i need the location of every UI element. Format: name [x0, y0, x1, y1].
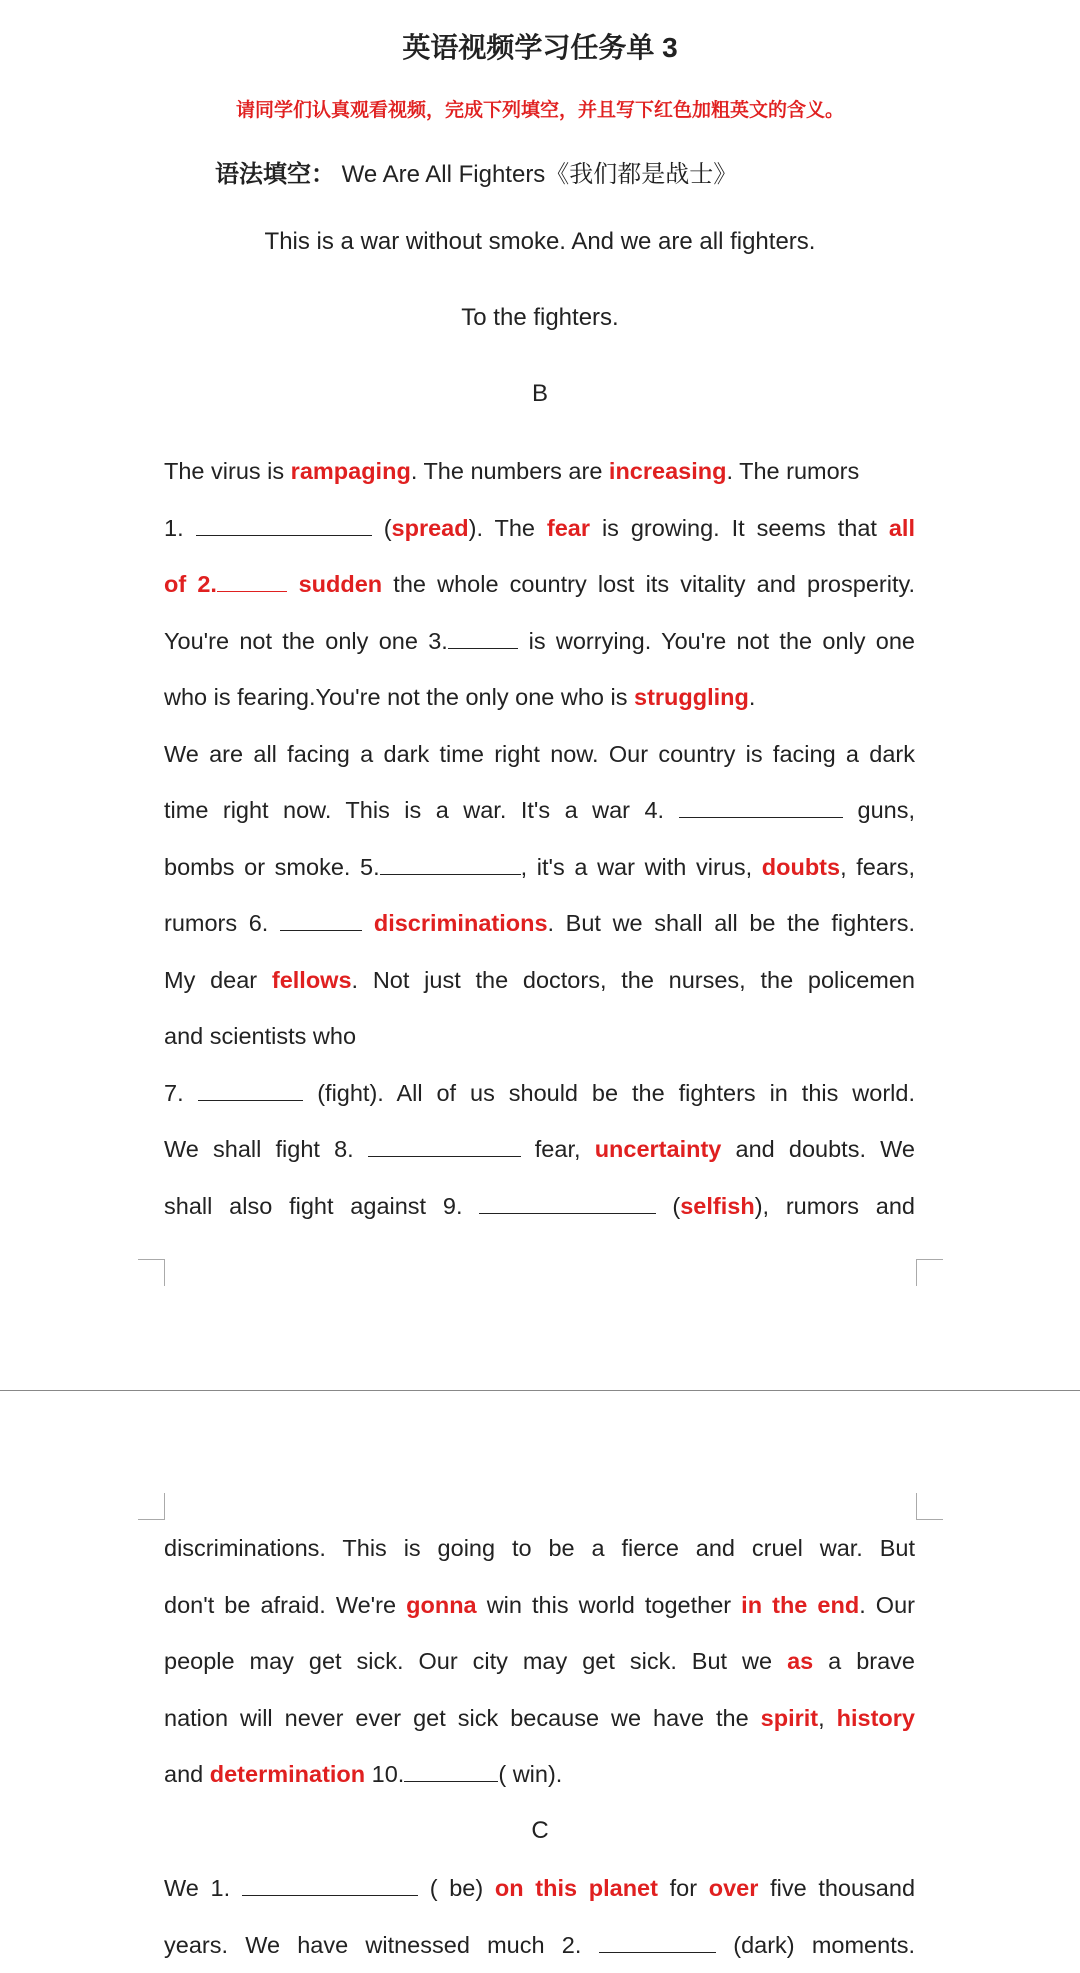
fill-in-blank[interactable]: [380, 852, 521, 874]
key-term: rampaging: [291, 458, 411, 484]
text-segment: who is fearing.You're not the only one who is: [164, 684, 634, 710]
text-line: [164, 1178, 915, 1235]
text-segment: rumors 6.: [164, 910, 280, 936]
text-segment: (: [656, 1193, 681, 1219]
key-term: fellows: [272, 967, 352, 993]
section-c-paragraph: [164, 1860, 915, 1973]
key-term: sudden: [299, 571, 383, 597]
fill-in-blank[interactable]: [479, 1191, 655, 1213]
text-segment: is worrying. You're not the only one: [518, 628, 915, 654]
text-segment: 10.: [365, 1761, 404, 1787]
text-segment: guns,: [843, 797, 915, 823]
section-b-label: B: [0, 380, 1080, 408]
text-line: [164, 726, 915, 783]
text-segment: The virus is: [164, 458, 291, 484]
text-segment: and doubts. We: [721, 1136, 915, 1162]
text-line: [164, 1065, 915, 1122]
section-b-continuation: [164, 1520, 915, 1803]
text-segment: (dark) moments.: [716, 1932, 915, 1958]
text-line: [164, 613, 915, 670]
text-segment: We are all facing a dark time right now. Our country is facing a dark: [164, 741, 915, 767]
text-segment: ( win).: [498, 1761, 562, 1787]
key-term: spread: [392, 515, 469, 541]
fill-in-blank[interactable]: [198, 1078, 304, 1100]
text-segment: , fears,: [840, 854, 915, 880]
key-term: increasing: [609, 458, 727, 484]
fill-in-blank[interactable]: [599, 1930, 717, 1952]
fill-in-blank[interactable]: [280, 909, 362, 931]
key-term: uncertainty: [595, 1136, 722, 1162]
text-line: [164, 1860, 915, 1917]
text-line: [164, 1917, 915, 1973]
text-segment: a brave: [813, 1648, 915, 1674]
key-term: all: [889, 515, 915, 541]
text-segment: .: [749, 684, 756, 710]
text-segment: and scientists who: [164, 1023, 356, 1049]
key-term: spirit: [761, 1705, 818, 1731]
fill-in-blank[interactable]: [679, 796, 844, 818]
text-segment: [362, 910, 374, 936]
fill-in-blank[interactable]: [242, 1874, 418, 1896]
text-segment: bombs or smoke. 5.: [164, 854, 380, 880]
text-segment: . The rumors: [726, 458, 859, 484]
text-segment: ( be): [418, 1875, 495, 1901]
text-line: [164, 1577, 915, 1634]
text-segment: (fight). All of us should be the fighters in this world.: [303, 1080, 915, 1106]
text-line: [164, 839, 915, 896]
key-term: over: [709, 1875, 759, 1901]
page-title: 英语视频学习任务单 3: [0, 26, 1080, 66]
fill-in-blank[interactable]: [448, 626, 519, 648]
text-line: [164, 1746, 915, 1803]
text-segment: . But we shall all be the fighters.: [548, 910, 915, 936]
text-segment: ), rumors and: [755, 1193, 915, 1219]
fill-in-blank[interactable]: [368, 1135, 521, 1157]
key-term: doubts: [762, 854, 840, 880]
text-segment: We shall fight 8.: [164, 1136, 368, 1162]
key-term: as: [787, 1648, 813, 1674]
text-segment: five thousand: [758, 1875, 915, 1901]
text-segment: . Our: [859, 1592, 915, 1618]
key-term: in the end: [741, 1592, 859, 1618]
text-line: [164, 782, 915, 839]
text-segment: We 1.: [164, 1875, 242, 1901]
key-term: determination: [210, 1761, 365, 1787]
key-term: discriminations: [374, 910, 548, 936]
key-term: selfish: [680, 1193, 754, 1219]
text-segment: the whole country lost its vitality and prosperity.: [382, 571, 915, 597]
section-b-paragraph: [164, 443, 915, 1234]
text-line: [164, 952, 915, 1009]
text-segment: is growing. It seems that: [590, 515, 889, 541]
text-segment: for: [658, 1875, 709, 1901]
instruction-text: 请同学们认真观看视频，完成下列填空，并且写下红色加粗英文的含义。: [0, 95, 1080, 122]
page-corner-mark: [138, 1493, 165, 1520]
page-corner-mark: [138, 1259, 165, 1286]
text-segment: years. We have witnessed much 2.: [164, 1932, 599, 1958]
text-segment: . Not just the doctors, the nurses, the policemen: [352, 967, 915, 993]
text-line: [164, 1633, 915, 1690]
text-segment: discriminations. This is going to be a fierce and cruel war. But: [164, 1535, 915, 1561]
subtitle-text: We Are All Fighters《我们都是战士》: [342, 161, 738, 188]
text-segment: ,: [818, 1705, 837, 1731]
text-line: [164, 669, 915, 726]
intro-line-1: This is a war without smoke. And we are all fighters.: [0, 228, 1080, 256]
text-segment: don't be afraid. We're: [164, 1592, 406, 1618]
key-term: history: [837, 1705, 915, 1731]
section-c-label: C: [0, 1817, 1080, 1845]
key-term: fear: [547, 515, 590, 541]
text-segment: nation will never ever get sick because we have the: [164, 1705, 761, 1731]
text-segment: fear,: [521, 1136, 595, 1162]
text-segment: My dear: [164, 967, 272, 993]
subtitle: [215, 154, 737, 189]
intro-line-2: To the fighters.: [0, 304, 1080, 332]
text-segment: and: [164, 1761, 210, 1787]
text-segment: , it's a war with virus,: [521, 854, 762, 880]
text-segment: ). The: [469, 515, 547, 541]
text-segment: 7.: [164, 1080, 198, 1106]
text-segment: 1.: [164, 515, 196, 541]
text-segment: (: [372, 515, 392, 541]
key-term: gonna: [406, 1592, 477, 1618]
text-segment: [287, 571, 298, 597]
key-term: on this planet: [495, 1875, 658, 1901]
text-line: [164, 443, 915, 500]
key-term: struggling: [634, 684, 749, 710]
text-segment: shall also fight against 9.: [164, 1193, 479, 1219]
text-line: [164, 1520, 915, 1577]
subtitle-label: 语法填空：: [215, 161, 335, 188]
text-segment: You're not the only one 3.: [164, 628, 448, 654]
text-segment: win this world together: [477, 1592, 742, 1618]
text-line: [164, 556, 915, 613]
text-line: [164, 500, 915, 557]
text-line: [164, 1008, 915, 1065]
fill-in-blank[interactable]: [196, 513, 372, 535]
text-segment: time right now. This is a war. It's a war 4.: [164, 797, 679, 823]
page-corner-mark: [916, 1493, 943, 1520]
fill-in-blank[interactable]: [404, 1760, 498, 1782]
key-term: of 2.: [164, 571, 217, 597]
text-line: [164, 1121, 915, 1178]
page-corner-mark: [916, 1259, 943, 1286]
text-line: [164, 1690, 915, 1747]
text-segment: people may get sick. Our city may get sick. But we: [164, 1648, 787, 1674]
page-break-divider: [0, 1390, 1080, 1391]
fill-in-blank[interactable]: [217, 570, 288, 592]
text-segment: . The numbers are: [411, 458, 609, 484]
text-line: [164, 895, 915, 952]
